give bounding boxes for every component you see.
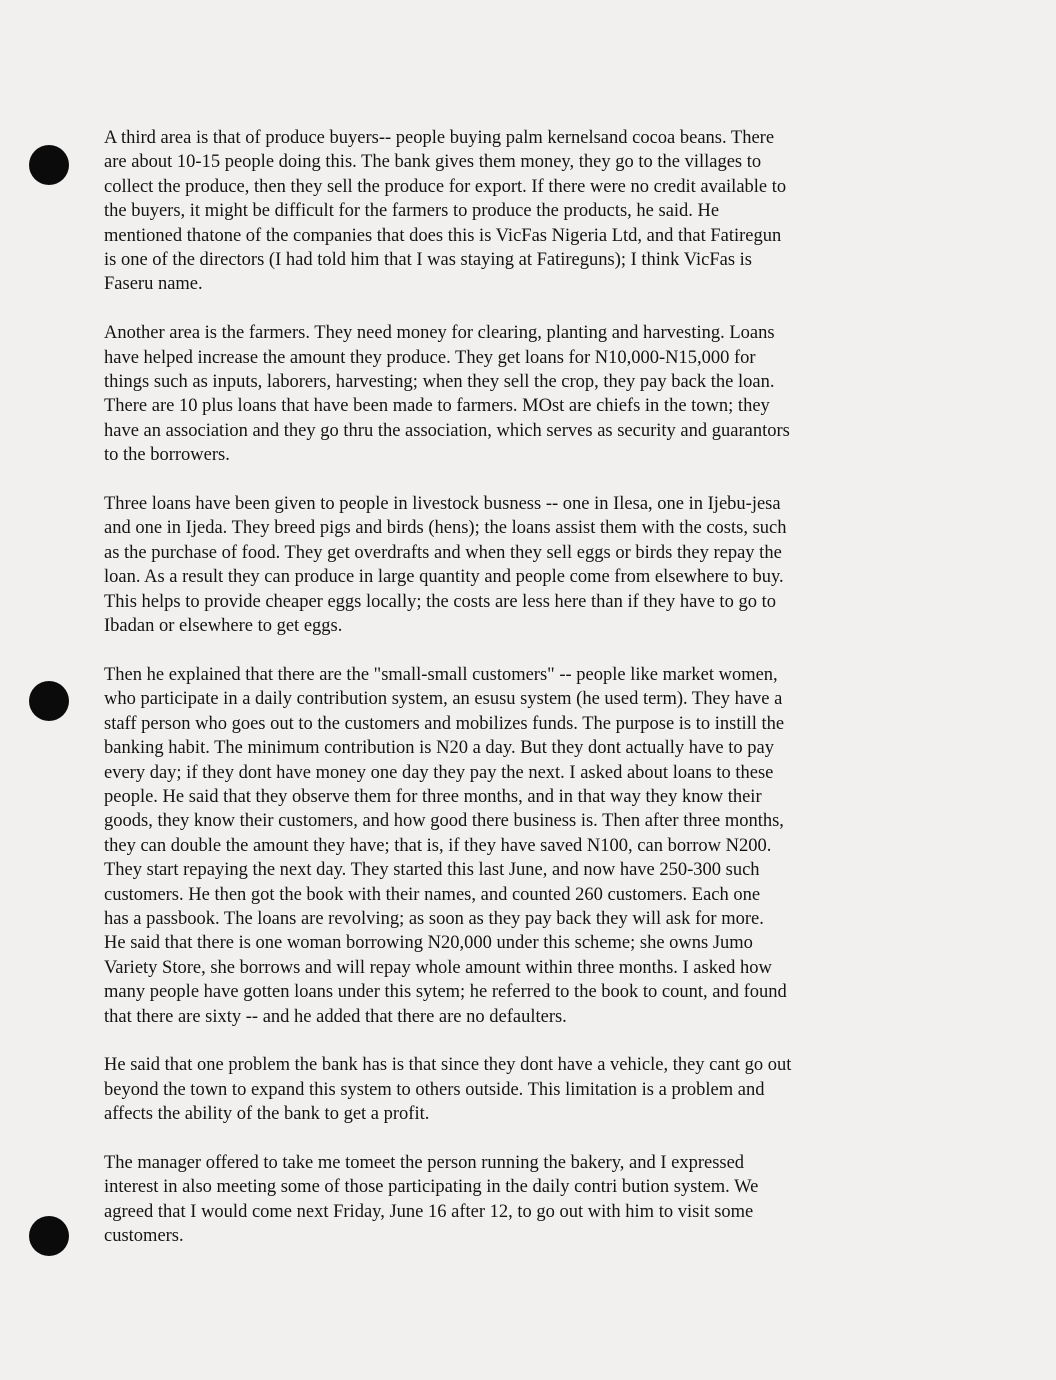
binder-hole xyxy=(29,145,69,185)
paragraph-bank-problem: He said that one problem the bank has is that since they dont have a vehicle, they cant go out beyond the town to expand this system to others outside. This limitation is a problem and affects the ability of the bank to get a profit. xyxy=(104,1055,792,1125)
paragraph-small-customers: Then he explained that there are the "small-small customers" -- people like market women, who participate in a daily contribution system, an esusu system (he used term). They have a staff person who goes out to the customers and mobilizes funds. The purpose is to instill the banking habit. The minimum contribution is N20 a day. But they dont actually have to pay every day; if they dont have money one day they pay the next. I asked about loans to these people. He said that they observe them for three months, and in that way they know their goods, they know their customers, and how good there business is. Then after three months, they can double the amount they have; that is, if they have saved N100, can borrow N200. They start repaying the next day. They started this last June, and now have 250-300 such customers. He then got the book with their names, and counted 260 customers. Each one has a passbook. The loans are revolving; as soon as they pay back they will ask for more. He said that there is one woman borrowing N20,000 under this scheme; she owns Jumo Variety Store, she borrows and will repay whole amount within three months. I asked how many people have gotten loans under this sytem; he referred to the book to count, and found that there are sixty -- and he added that there are no defaulters. xyxy=(104,664,787,1027)
binder-hole xyxy=(29,1216,69,1256)
binder-hole xyxy=(29,681,69,721)
paragraph-farmers: Another area is the farmers. They need money for clearing, planting and harvesting. Loans have helped increase the amount they produce. They get loans for N10,000-N15,000 for things such as inputs, laborers, harvesting; when they sell the crop, they pay back the loan. There are 10 plus loans that have been made to farmers. MOst are chiefs in the town; they have an association and they go thru the association, which serves as security and guarantors to the borrowers. xyxy=(104,323,790,466)
paragraph-manager-offer: The manager offered to take me tomeet the person running the bakery, and I expressed interest in also meeting some of those participating in the daily contri bution system. We agreed that I would come next Friday, June 16 after 12, to go out with him to visit some customers. xyxy=(104,1152,759,1247)
document-body xyxy=(104,126,922,1273)
paragraph-livestock: Three loans have been given to people in livestock busness -- one in Ilesa, one in Ijebu-jesa and one in Ijeda. They breed pigs and birds (hens); the loans assist them with the costs, such as the purchase of food. They get overdrafts and when they sell eggs or birds they repay the loan. As a result they can produce in large quantity and people come from elsewhere to buy. This helps to provide cheaper eggs locally; the costs are less here than if they have to go to Ibadan or elsewhere to get eggs. xyxy=(104,494,787,637)
paragraph-produce-buyers: A third area is that of produce buyers-- people buying palm kernelsand cocoa beans. There are about 10-15 people doing this. The bank gives them money, they go to the villages to collect the produce, then they sell the produce for export. If there were no credit available to the buyers, it might be difficult for the farmers to produce the products, he said. He mentioned thatone of the companies that does this is VicFas Nigeria Ltd, and that Fatiregun is one of the directors (I had told him that I was staying at Fatireguns); I think VicFas is Faseru name. xyxy=(104,128,787,295)
